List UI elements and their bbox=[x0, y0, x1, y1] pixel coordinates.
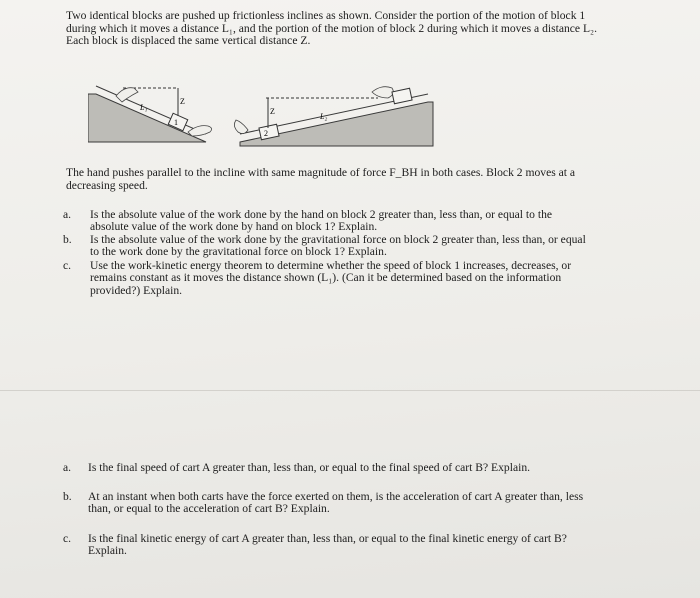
note-line: The hand pushes parallel to the incline with same magnitude of force F_BH in both cases. Block 2 moves at a bbox=[66, 166, 576, 179]
hand-icon bbox=[234, 120, 248, 134]
question-text: Is the final kinetic energy of cart A greater than, less than, or equal to the final kinetic energy of cart B? bbox=[88, 532, 567, 545]
block-2-label: 2 bbox=[264, 129, 268, 138]
l1-label: L₁ bbox=[140, 103, 148, 112]
question-text: Use the work-kinetic energy theorem to determine whether the speed of block 1 increases, decreases, or bbox=[90, 259, 572, 272]
block-1-label: 1 bbox=[174, 118, 178, 127]
note-line: decreasing speed. bbox=[66, 178, 148, 192]
question-text: remains constant as it moves the distance shown (L₁). (Can it be determined based on the information bbox=[90, 271, 562, 285]
intro-paragraph bbox=[66, 10, 626, 48]
z-label-1: Z bbox=[180, 97, 185, 106]
question-label: a. bbox=[63, 461, 72, 474]
question-text: provided?) Explain. bbox=[90, 283, 183, 297]
l2-label: L₂ bbox=[320, 112, 328, 121]
question-text: Explain. bbox=[88, 544, 127, 558]
intro-line: Each block is displaced the same vertical distance Z. bbox=[66, 34, 311, 48]
question-label: c. bbox=[63, 532, 72, 545]
question-text: Is the final speed of cart A greater than, less than, or equal to the final speed of cart B? Explain. bbox=[88, 461, 531, 474]
question-text: At an instant when both carts have the force exerted on them, is the acceleration of cart A greater than, less bbox=[88, 490, 584, 503]
hand-icon bbox=[372, 87, 393, 98]
intro-line: during which it moves a distance L₁, and the portion of the motion of block 2 during which it moves a distance L₂. bbox=[66, 21, 597, 35]
question-text: than, or equal to the acceleration of cart B? Explain. bbox=[88, 502, 330, 516]
question-text: absolute value of the work done by hand on block 1? Explain. bbox=[90, 220, 378, 234]
block-2-final bbox=[392, 88, 412, 103]
incline-diagram bbox=[88, 74, 448, 154]
question-label: b. bbox=[63, 490, 72, 503]
page-fold bbox=[0, 390, 700, 391]
question-text: Is the absolute value of the work done by the hand on block 2 greater than, less than, or equal to the bbox=[90, 208, 553, 221]
force-note bbox=[66, 167, 606, 192]
question-label: b. bbox=[63, 233, 72, 246]
z-label-2: Z bbox=[270, 107, 275, 116]
intro-line: Two identical blocks are pushed up frictionless inclines as shown. Consider the portion of the motion of block 1 bbox=[66, 9, 586, 22]
incline-2 bbox=[234, 87, 433, 146]
question-text: to the work done by the gravitational force on block 1? Explain. bbox=[90, 245, 387, 259]
question-label: c. bbox=[63, 259, 72, 272]
question-text: Is the absolute value of the work done by the gravitational force on block 2 greater than, less than, or equal bbox=[90, 233, 586, 246]
incline-1 bbox=[88, 86, 212, 142]
question-label: a. bbox=[63, 208, 72, 221]
